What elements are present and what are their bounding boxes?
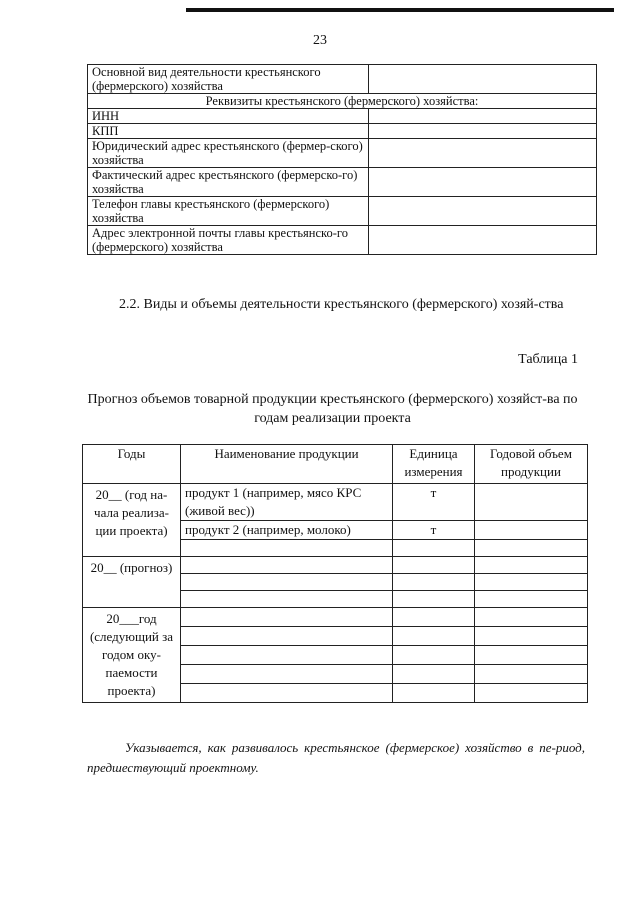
unit-cell[interactable] <box>393 591 475 608</box>
header-years: Годы <box>83 445 181 484</box>
product-cell[interactable] <box>181 591 393 608</box>
unit-cell[interactable] <box>393 557 475 574</box>
forecast-table <box>82 444 588 703</box>
header-unit: Единица измерения <box>393 445 475 484</box>
footnote-text: Указывается, как развивалось крестьянское (фермерское) хозяйство в пе-риод, предшествующий проектному. <box>87 740 585 775</box>
year-cell: 20__ (год на-чала реализа-ции проекта) <box>83 484 181 557</box>
requisites-value[interactable] <box>369 168 597 197</box>
unit-cell[interactable]: т <box>393 484 475 521</box>
unit-cell[interactable] <box>393 627 475 646</box>
requisites-row <box>88 168 597 197</box>
section-heading <box>87 294 597 316</box>
requisites-value[interactable] <box>369 124 597 139</box>
requisites-row <box>88 65 597 94</box>
product-cell[interactable]: продукт 1 (например, мясо КРС (живой вес)) <box>181 484 393 521</box>
unit-cell[interactable] <box>393 665 475 684</box>
footnote <box>87 738 585 778</box>
year-cell: 20__ (прогноз) <box>83 557 181 608</box>
forecast-row <box>83 484 588 521</box>
unit-cell[interactable] <box>393 646 475 665</box>
volume-cell[interactable] <box>475 521 588 540</box>
requisites-row <box>88 226 597 255</box>
product-cell[interactable] <box>181 646 393 665</box>
unit-cell[interactable]: т <box>393 521 475 540</box>
volume-cell[interactable] <box>475 484 588 521</box>
product-cell[interactable] <box>181 684 393 703</box>
volume-cell[interactable] <box>475 591 588 608</box>
product-cell[interactable]: продукт 2 (например, молоко) <box>181 521 393 540</box>
volume-cell[interactable] <box>475 627 588 646</box>
section-number: 2.2. <box>119 297 140 312</box>
requisites-label: Основной вид деятельности крестьянского (фермерского) хозяйства <box>88 65 369 94</box>
requisites-value[interactable] <box>369 197 597 226</box>
section-title: Виды и объемы деятельности крестьянского (фермерского) хозяй-ства <box>143 297 564 312</box>
volume-cell[interactable] <box>475 665 588 684</box>
volume-cell[interactable] <box>475 574 588 591</box>
volume-cell[interactable] <box>475 608 588 627</box>
header-annual-volume: Годовой объем продукции <box>475 445 588 484</box>
requisites-section-title: Реквизиты крестьянского (фермерского) хозяйства: <box>88 94 597 109</box>
product-cell[interactable] <box>181 557 393 574</box>
header-rule <box>186 8 614 12</box>
product-cell[interactable] <box>181 608 393 627</box>
requisites-row <box>88 94 597 109</box>
unit-cell[interactable] <box>393 608 475 627</box>
requisites-value[interactable] <box>369 226 597 255</box>
product-cell[interactable] <box>181 540 393 557</box>
unit-cell[interactable] <box>393 574 475 591</box>
product-cell[interactable] <box>181 574 393 591</box>
requisites-label: ИНН <box>88 109 369 124</box>
page-number: 23 <box>313 33 327 48</box>
requisites-label: КПП <box>88 124 369 139</box>
product-cell[interactable] <box>181 627 393 646</box>
requisites-label: Адрес электронной почты главы крестьянско-го (фермерского) хозяйства <box>88 226 369 255</box>
requisites-value[interactable] <box>369 139 597 168</box>
requisites-value[interactable] <box>369 109 597 124</box>
unit-cell[interactable] <box>393 540 475 557</box>
requisites-row <box>88 197 597 226</box>
volume-cell[interactable] <box>475 557 588 574</box>
table-number: Таблица 1 <box>518 352 578 367</box>
forecast-header-row <box>83 445 588 484</box>
header-product-name: Наименование продукции <box>181 445 393 484</box>
forecast-row <box>83 608 588 627</box>
requisites-row <box>88 139 597 168</box>
requisites-row <box>88 109 597 124</box>
product-cell[interactable] <box>181 665 393 684</box>
volume-cell[interactable] <box>475 684 588 703</box>
forecast-row <box>83 557 588 574</box>
requisites-label: Юридический адрес крестьянского (фермер-ского) хозяйства <box>88 139 369 168</box>
requisites-label: Фактический адрес крестьянского (фермерско-го) хозяйства <box>88 168 369 197</box>
requisites-label: Телефон главы крестьянского (фермерского) хозяйства <box>88 197 369 226</box>
year-cell: 20___год (следующий за годом оку-паемости проекта) <box>83 608 181 703</box>
volume-cell[interactable] <box>475 540 588 557</box>
unit-cell[interactable] <box>393 684 475 703</box>
requisites-row <box>88 124 597 139</box>
volume-cell[interactable] <box>475 646 588 665</box>
table-caption: Прогноз объемов товарной продукции крестьянского (фермерского) хозяйст-ва по годам реализации проекта <box>87 392 578 426</box>
requisites-value[interactable] <box>369 65 597 94</box>
requisites-table <box>87 64 597 255</box>
